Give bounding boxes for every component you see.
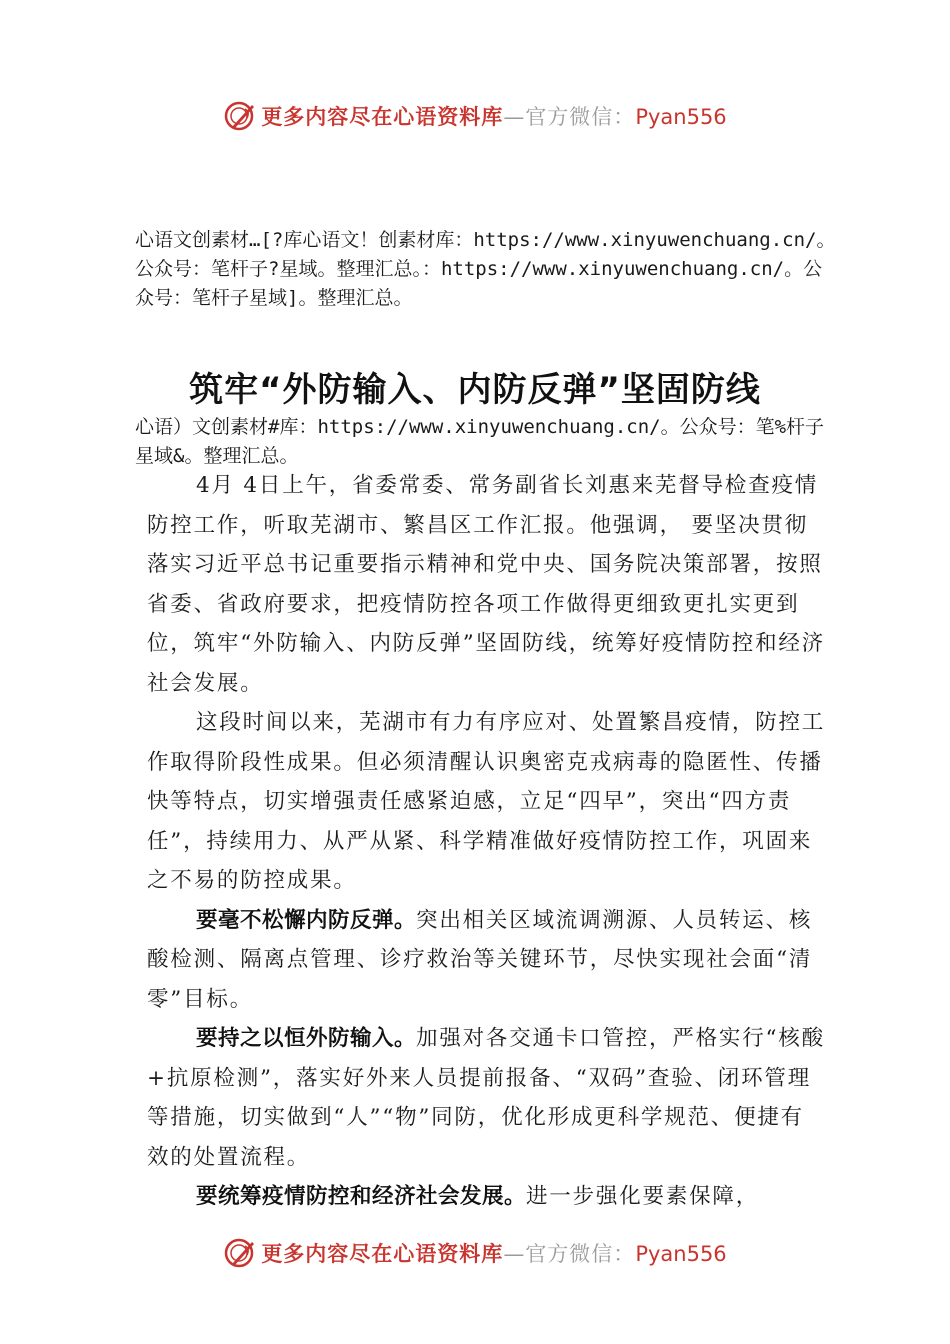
watermark-text <box>261 101 726 131</box>
watermark-brand: 更多内容尽在心语资料库 <box>261 1242 504 1266</box>
paragraph-text: 进一步强化要素保障， <box>526 1184 760 1209</box>
paragraph-text: 4月 4日上午，省委常委、常务副省长刘惠来芜督导检查疫情防控工作，听取芜湖市、繁昌区工作汇报。他强调， 要坚决贯彻落实习近平总书记重要指示精神和党中央、国务院决策部署，按照省委、省政府要求，把疫情防控各项工作做得更细致更扎实更到位，筑牢“外防输入、内防反弹”坚固防线，统筹好疫情防控和经济社会发展。 <box>147 473 825 696</box>
brand-logo-icon <box>223 1236 257 1270</box>
watermark-dash: — <box>503 105 526 129</box>
watermark-banner-bottom <box>0 1233 950 1273</box>
watermark-wechat-id: Pyan556 <box>635 1242 727 1266</box>
watermark-text <box>261 1238 726 1268</box>
article-body <box>147 466 827 1217</box>
paragraph <box>147 1019 827 1177</box>
paragraph <box>147 901 827 1020</box>
paragraph-text: 加强对各交通卡口管控，严格实行“核酸+抗原检测”，落实好外来人员提前报备、“双码”查验、闭环管理等措施，切实做到“人”“物”同防，优化形成更科学规范、便捷有效的处置流程。 <box>147 1026 825 1170</box>
paragraph-text: 突出相关区域流调溯源、人员转运、核酸检测、隔离点管理、诊疗救治等关键环节，尽快实现社会面“清零”目标。 <box>147 907 813 1012</box>
watermark-banner-top <box>0 96 950 136</box>
paragraph-lead: 要持之以恒外防输入。 <box>196 1026 417 1051</box>
watermark-brand: 更多内容尽在心语资料库 <box>261 105 504 129</box>
paragraph-lead: 要统筹疫情防控和经济社会发展。 <box>196 1184 527 1209</box>
header-note: 心语文创素材…[?库心语文！创素材库：https://www.xinyuwenchuang.cn/。公众号：笔杆子?星域。整理汇总。：https://www.xinyuwenchuang.cn/。公众号：笔杆子星域]。整理汇总。 <box>135 229 836 309</box>
page-title: 筑牢“外防输入、内防反弹”坚固防线 <box>189 370 761 410</box>
watermark-wechat-id: Pyan556 <box>635 105 727 129</box>
paragraph-text: 这段时间以来，芜湖市有力有序应对、处置繁昌疫情，防控工作取得阶段性成果。但必须清醒认识奥密克戎病毒的隐匿性、传播快等特点，切实增强责任感紧迫感，立足“四早”，突出“四方责任”，持续用力、从严从紧、科学精准做好疫情防控工作，巩固来之不易的防控成果。 <box>147 710 826 893</box>
sub-note: 心语）文创素材#库：https://www.xinyuwenchuang.cn/。公众号：笔%杆子星域&。整理汇总。 <box>135 416 825 467</box>
paragraph-lead: 要毫不松懈内防反弹。 <box>196 907 417 933</box>
watermark-dash: — <box>503 1242 526 1266</box>
watermark-wechat-label: 官方微信： <box>525 105 636 129</box>
paragraph <box>147 466 827 703</box>
watermark-wechat-label: 官方微信： <box>525 1242 636 1266</box>
brand-logo-icon <box>223 99 257 133</box>
paragraph <box>147 1177 827 1217</box>
paragraph <box>147 703 827 901</box>
